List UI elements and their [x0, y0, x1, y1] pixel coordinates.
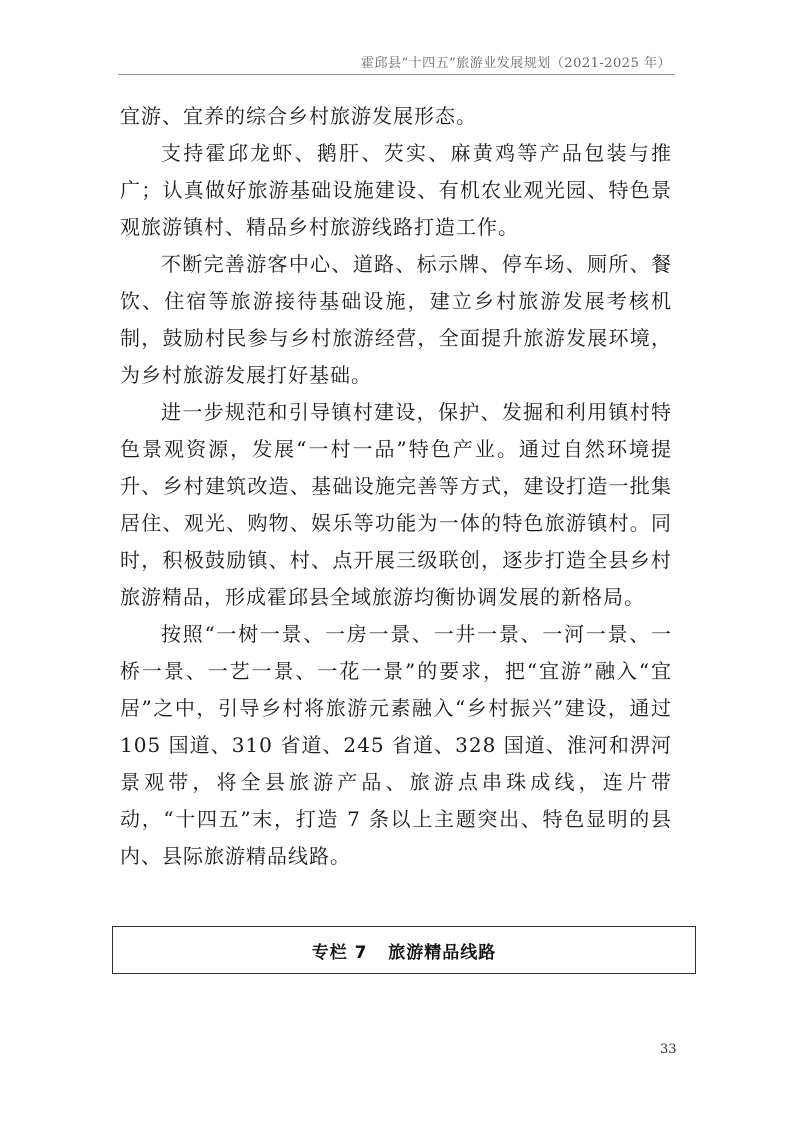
page-number: 33: [660, 1042, 677, 1057]
body-text: [120, 98, 672, 875]
paragraph: 宜游、宜养的综合乡村旅游发展形态。: [120, 104, 477, 128]
paragraph: 进一步规范和引导镇村建设，保护、发掘和利用镇村特色景观资源，发展“一村一品”特色产业。通过自然环境提升、乡村建筑改造、基础设施完善等方式，建设打造一批集居住、观光、购物、娱乐等功能为一体的特色旅游镇村。同时，积极鼓励镇、村、点开展三级联创，逐步打造全县乡村旅游精品，形成霍邱县全域旅游均衡协调发展的新格局。: [120, 400, 672, 609]
column-box: [112, 926, 696, 974]
running-header: 霍邱县“十四五”旅游业发展规划（2021-2025 年）: [361, 56, 671, 71]
paragraph: 按照“一树一景、一房一景、一井一景、一河一景、一桥一景、一艺一景、一花一景”的要求，把“宜游”融入“宜居”之中，引导乡村将旅游元素融入“乡村振兴”建设，通过 105 国道、310 省道、245 省道、328 国道、淮河和淠河景观带，将全县旅游产品、旅游点串珠成线，连片带动，“十四五”末，打造 7 条以上主题突出、特色显明的县内、县际旅游精品线路。: [120, 622, 672, 868]
paragraph: 支持霍邱龙虾、鹅肝、芡实、麻黄鸡等产品包装与推广；认真做好旅游基础设施建设、有机农业观光园、特色景观旅游镇村、精品乡村旅游线路打造工作。: [120, 141, 672, 239]
paragraph: 不断完善游客中心、道路、标示牌、停车场、厕所、餐饮、住宿等旅游接待基础设施，建立乡村旅游发展考核机制，鼓励村民参与乡村旅游经营，全面提升旅游发展环境，为乡村旅游发展打好基础。: [120, 252, 672, 387]
column-box-title: 专栏 7 旅游精品线路: [311, 942, 497, 963]
header-rule: [118, 74, 675, 75]
